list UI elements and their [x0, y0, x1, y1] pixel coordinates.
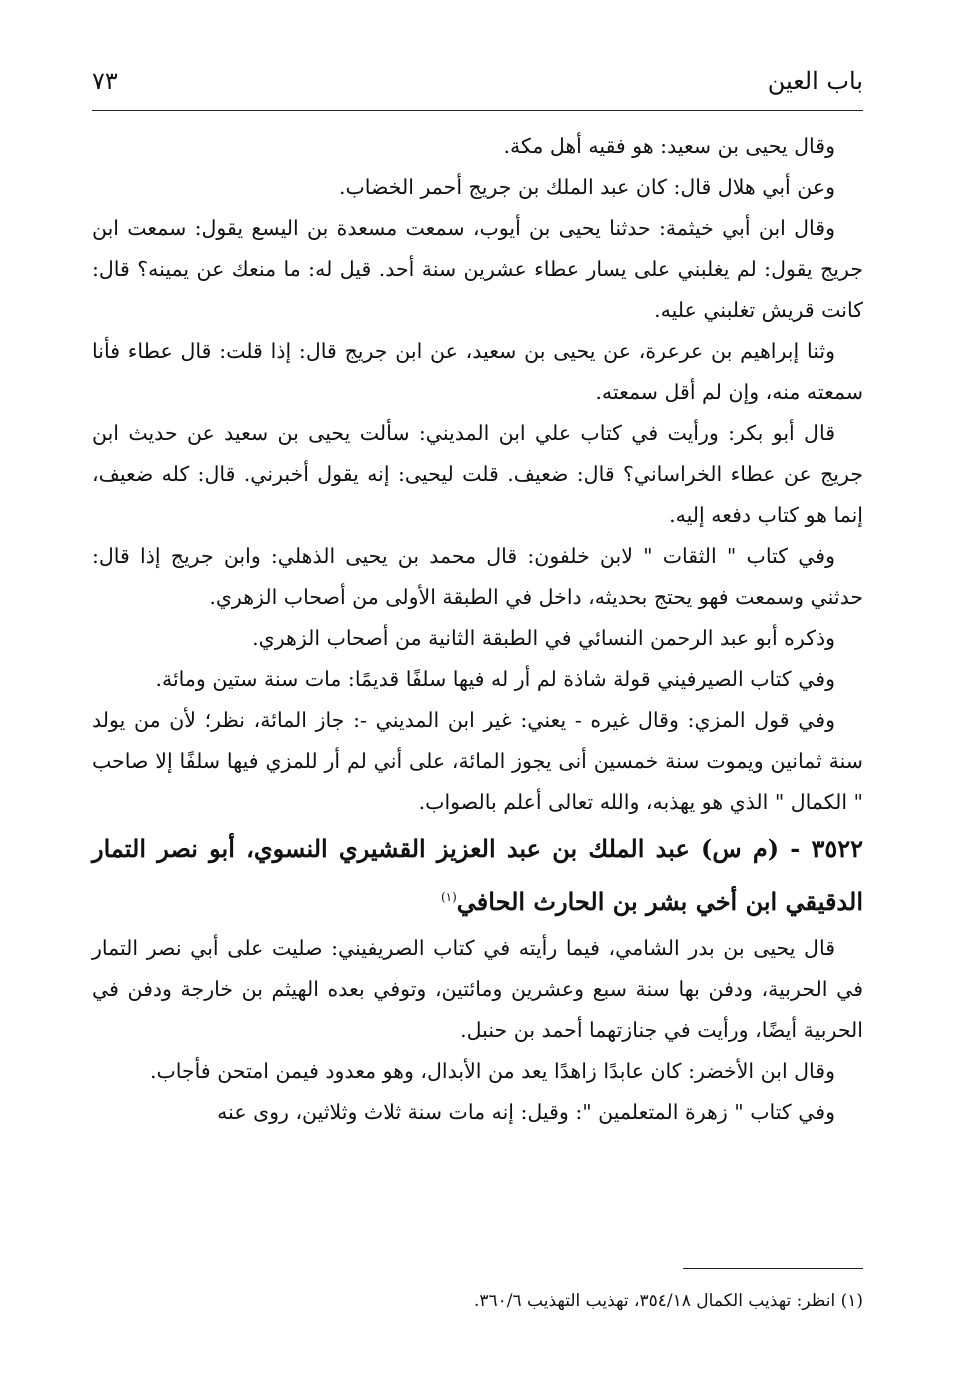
- page-number: ٧٣: [92, 67, 118, 95]
- paragraph: وذكره أبو عبد الرحمن النسائي في الطبقة الثانية من أصحاب الزهري.: [252, 626, 835, 650]
- entry-heading-text: ٣٥٢٢ - (م س) عبد الملك بن عبد العزيز القشيري النسوي، أبو نصر التمار الدقيقي ابن أخي بشر بن الحارث الحافي: [92, 834, 864, 916]
- running-title: باب العين: [767, 67, 863, 95]
- entry-paragraph: وفي كتاب " زهرة المتعلمين ": وقيل: إنه مات سنة ثلاث وثلاثين، روى عنه: [217, 1100, 835, 1124]
- entry-paragraph: قال يحيى بن بدر الشامي، فيما رأيته في كتاب الصريفيني: صليت على أبي نصر التمار في الحربية، ودفن بها سنة سبع وعشرين ومائتين، وتوفي بعده الهيثم بن خارجة ودفن في الحربية أيضًا، ورأيت في جنازتهما أحمد بن حنبل.: [92, 936, 863, 1042]
- paragraph: وفي قول المزي: وقال غيره - يعني: غير ابن المديني -: جاز المائة، نظر؛ لأن من يولد سنة ثمانين ويموت سنة خمسين أنى يجوز المائة، على أني لم أر للمزي فيها سلفًا إلا صاحب " الكمال " الذي هو يهذبه، والله تعالى أعلم بالصواب.: [92, 708, 863, 814]
- footnote: (١) انظر: تهذيب الكمال ٣٥٤/١٨، تهذيب التهذيب ٣٦٠/٦.: [473, 1291, 863, 1311]
- page-header: [92, 58, 863, 104]
- paragraph: قال أبو بكر: ورأيت في كتاب علي ابن المديني: سألت يحيى بن سعيد عن حديث ابن جريج عن عطاء الخراساني؟ قال: ضعيف. قلت ليحيى: إنه يقول أخبرني. قال: كله ضعيف، إنما هو كتاب دفعه إليه.: [92, 421, 863, 527]
- paragraph: وفي كتاب " الثقات " لابن خلفون: قال محمد بن يحيى الذهلي: وابن جريج إذا قال: حدثني وسمعت فهو يحتج بحديثه، داخل في الطبقة الأولى من أصحاب الزهري.: [92, 544, 863, 609]
- main-text: [92, 126, 863, 1133]
- paragraph: وعن أبي هلال قال: كان عبد الملك بن جريج أحمر الخضاب.: [338, 175, 835, 199]
- footnote-rule: [683, 1268, 863, 1269]
- footnote-marker: (١): [440, 890, 457, 904]
- header-rule: [92, 110, 863, 111]
- paragraph: وثنا إبراهيم بن عرعرة، عن يحيى بن سعيد، عن ابن جريج قال: إذا قلت: قال عطاء فأنا سمعته منه، وإن لم أقل سمعته.: [92, 339, 863, 404]
- entry-heading: [92, 825, 863, 926]
- entry-paragraph: وقال ابن الأخضر: كان عابدًا زاهدًا يعد من الأبدال، وهو معدود فيمن امتحن فأجاب.: [149, 1059, 835, 1083]
- paragraph: وقال ابن أبي خيثمة: حدثنا يحيى بن أيوب، سمعت مسعدة بن اليسع يقول: سمعت ابن جريج يقول: لم يغلبني على يسار عطاء عشرين سنة أحد. قيل له: ما منعك عن يمينه؟ قال: كانت قريش تغلبني عليه.: [92, 216, 863, 322]
- paragraph: وفي كتاب الصيرفيني قولة شاذة لم أر له فيها سلفًا قديمًا: مات سنة ستين ومائة.: [155, 667, 835, 691]
- paragraph: وقال يحيى بن سعيد: هو فقيه أهل مكة.: [503, 134, 835, 158]
